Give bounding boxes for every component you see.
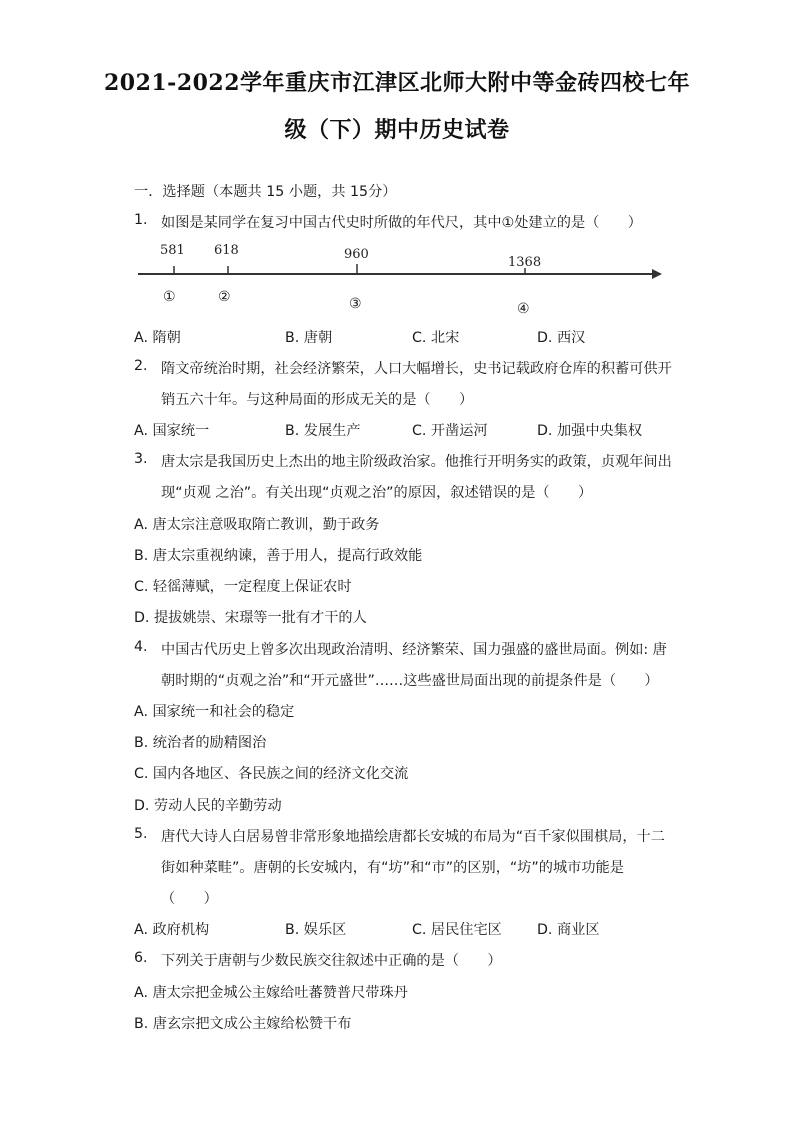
marker-1: ①: [163, 289, 176, 305]
question-5-stem-line-1: 唐代大诗人白居易曾非常形象地描绘唐都长安城的布局为“百千家似围棋局，十二: [161, 829, 665, 845]
timeline-chart: [134, 240, 664, 320]
q1-option-d[interactable]: D. 西汉: [537, 330, 586, 346]
question-3-stem-line-2: 现“贞观 之治”。有关出现“贞观之治”的原因，叙述错误的是（ ）: [161, 485, 593, 501]
q4-option-a[interactable]: A. 国家统一和社会的稳定: [134, 704, 295, 720]
q4-option-b[interactable]: B. 统治者的励精图治: [134, 735, 267, 751]
year-label-618: 618: [214, 243, 239, 258]
q5-option-d[interactable]: D. 商业区: [537, 922, 600, 938]
q6-option-a[interactable]: A. 唐太宗把金城公主嫁给吐蕃赞普尺带珠丹: [134, 985, 408, 1001]
question-2-number: 2.: [134, 358, 148, 374]
year-label-960: 960: [344, 247, 369, 262]
timeline-arrow: [652, 269, 662, 279]
q6-option-b[interactable]: B. 唐玄宗把文成公主嫁给松赞干布: [134, 1016, 352, 1032]
exam-title-line-2: 级（下）期中历史试卷: [284, 117, 510, 143]
year-label-1368: 1368: [508, 255, 542, 270]
q3-option-a[interactable]: A. 唐太宗注意吸取隋亡教训，勤于政务: [134, 517, 380, 533]
question-2-stem-line-2: 销五六十年。与这种局面的形成无关的是（ ）: [161, 392, 474, 408]
q4-option-c[interactable]: C. 国内各地区、各民族之间的经济文化交流: [134, 766, 409, 782]
q3-option-d[interactable]: D. 提拔姚崇、宋璟等一批有才干的人: [134, 610, 367, 626]
question-2-stem-line-1: 隋文帝统治时期，社会经济繁荣，人口大幅增长，史书记载政府仓库的积蓄可供开: [161, 361, 672, 377]
marker-3: ③: [349, 296, 362, 312]
q5-option-a[interactable]: A. 政府机构: [134, 922, 210, 938]
year-label-581: 581: [160, 243, 185, 258]
question-6-number: 6.: [134, 950, 148, 966]
q2-option-d[interactable]: D. 加强中央集权: [537, 423, 643, 439]
q4-option-d[interactable]: D. 劳动人民的辛勤劳动: [134, 798, 282, 814]
marker-4: ④: [517, 301, 530, 317]
exam-title-line-1: 2021-2022学年重庆市江津区北师大附中等金砖四校七年: [103, 70, 691, 96]
question-5-number: 5.: [134, 826, 148, 842]
question-3-stem-line-1: 唐太宗是我国历史上杰出的地主阶级政治家。他推行开明务实的政策，贞观年间出: [161, 454, 672, 470]
question-4-stem-line-1: 中国古代历史上曾多次出现政治清明、经济繁荣、国力强盛的盛世局面。例如: 唐: [161, 642, 667, 658]
question-4-number: 4.: [134, 639, 148, 655]
question-1-number: 1.: [134, 212, 148, 228]
q5-option-b[interactable]: B. 娱乐区: [285, 922, 347, 938]
q5-option-c[interactable]: C. 居民住宅区: [412, 922, 502, 938]
q3-option-b[interactable]: B. 唐太宗重视纳谏，善于用人，提高行政效能: [134, 548, 423, 564]
section-heading: 一．选择题（本题共 15 小题，共 15分）: [134, 184, 397, 200]
q3-option-c[interactable]: C. 轻徭薄赋，一定程度上保证农时: [134, 579, 352, 595]
question-5-stem-line-2: 街如种菜畦”。唐朝的长安城内，有“坊”和“市”的区别，“坊”的城市功能是: [161, 860, 624, 876]
q1-option-c[interactable]: C. 北宋: [412, 330, 460, 346]
q2-option-b[interactable]: B. 发展生产: [285, 423, 361, 439]
q1-option-a[interactable]: A. 隋朝: [134, 330, 181, 346]
q1-option-b[interactable]: B. 唐朝: [285, 330, 333, 346]
question-4-stem-line-2: 朝时期的“贞观之治”和“开元盛世”……这些盛世局面出现的前提条件是（ ）: [161, 673, 659, 689]
question-1-stem: 如图是某同学在复习中国古代史时所做的年代尺，其中①处建立的是（ ）: [161, 215, 642, 231]
question-5-stem-line-3: （ ）: [161, 891, 218, 907]
q2-option-a[interactable]: A. 国家统一: [134, 423, 210, 439]
question-3-number: 3.: [134, 451, 148, 467]
q2-option-c[interactable]: C. 开凿运河: [412, 423, 488, 439]
marker-2: ②: [218, 289, 231, 305]
question-6-stem: 下列关于唐朝与少数民族交往叙述中正确的是（ ）: [161, 953, 502, 969]
